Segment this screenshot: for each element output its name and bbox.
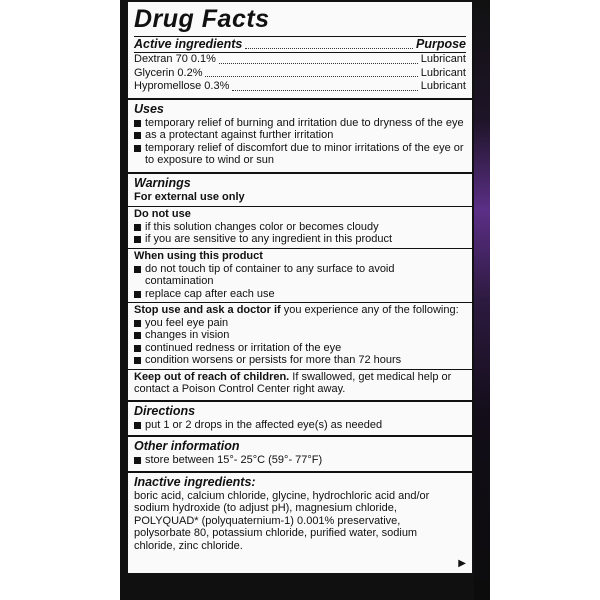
warnings-heading: Warnings (134, 175, 191, 190)
list-item: put 1 or 2 drops in the affected eye(s) as needed (134, 419, 466, 434)
square-bullet-icon (134, 224, 141, 231)
square-bullet-icon (134, 345, 141, 352)
list-item: temporary relief of discomfort due to minor irritations of the eye or to exposure to wind or sun (134, 142, 466, 170)
other-information-section (128, 435, 472, 471)
square-bullet-icon (134, 266, 141, 273)
list-item: you feel eye pain (134, 317, 466, 330)
do-not-use-heading: Do not use (134, 207, 191, 220)
continue-arrow-icon: ▶ (458, 558, 466, 569)
list-item: store between 15°- 25°C (59°- 77°F) (134, 454, 466, 469)
square-bullet-icon (134, 120, 141, 127)
ingredient-name: Hypromellose 0.3% (134, 80, 230, 92)
square-bullet-icon (134, 457, 141, 464)
uses-section (128, 98, 472, 172)
ingredient-purpose: Lubricant (420, 80, 466, 92)
square-bullet-icon (134, 422, 141, 429)
when-using-heading: When using this product (134, 249, 263, 262)
active-row (134, 67, 466, 81)
inactive-ingredients-text: boric acid, calcium chloride, glycine, hydrochloric acid and/or sodium hydroxide (to adjust pH), magnesium chloride, POLYQUAD* (polyquaternium-1) 0.001% preservative, polysorbate 80, potassium chloride, purified water, sodium chloride, zinc chloride. (134, 489, 430, 552)
active-ingredients-heading: Active ingredients (134, 37, 243, 51)
do-not-use-subsection (128, 206, 472, 246)
dot-leader (205, 75, 417, 77)
keep-out-of-reach-text: Keep out of reach of children. If swallowed, get medical help or contact a Poison Control Center right away. (134, 370, 452, 395)
children-subsection (128, 369, 472, 398)
title-section (128, 2, 472, 98)
square-bullet-icon (134, 357, 141, 364)
list-item: changes in vision (134, 329, 466, 342)
when-using-subsection (128, 248, 472, 301)
list-item: temporary relief of burning and irritation due to dryness of the eye (134, 117, 466, 130)
list-item: if this solution changes color or becomes cloudy (134, 221, 466, 234)
stop-use-subsection (128, 302, 472, 367)
drug-facts-label (126, 0, 474, 575)
other-information-heading: Other information (134, 439, 240, 453)
list-item: replace cap after each use (134, 288, 466, 301)
dot-leader (232, 89, 417, 91)
inactive-ingredients-heading: Inactive ingredients: (134, 474, 256, 489)
active-row (134, 53, 466, 67)
ingredient-purpose: Lubricant (420, 53, 466, 65)
dot-leader (245, 47, 413, 49)
page-title: Drug Facts (134, 5, 270, 33)
external-use-text: For external use only (134, 190, 245, 203)
ingredient-purpose: Lubricant (420, 66, 466, 79)
list-item: do not touch tip of container to any surface to avoid contamination (134, 263, 466, 288)
warnings-section (128, 172, 472, 400)
package-purple-strip (474, 0, 490, 600)
ingredient-name: Dextran 70 0.1% (134, 53, 216, 65)
square-bullet-icon (134, 291, 141, 298)
inactive-ingredients-section (128, 471, 472, 555)
square-bullet-icon (134, 145, 141, 152)
list-item: continued redness or irritation of the eye (134, 342, 466, 355)
dot-leader (219, 62, 418, 64)
ingredient-name: Glycerin 0.2% (134, 66, 203, 79)
square-bullet-icon (134, 332, 141, 339)
directions-section (128, 400, 472, 436)
purpose-heading: Purpose (415, 37, 466, 51)
directions-heading: Directions (134, 403, 196, 418)
square-bullet-icon (134, 132, 141, 139)
list-item: condition worsens or persists for more than 72 hours (134, 354, 466, 367)
stop-use-heading: Stop use and ask a doctor if you experience any of the following: (134, 304, 459, 316)
square-bullet-icon (134, 320, 141, 327)
list-item: if you are sensitive to any ingredient in this product (134, 233, 466, 246)
square-bullet-icon (134, 236, 141, 243)
active-row (134, 80, 466, 96)
active-header-row (134, 37, 466, 52)
uses-heading: Uses (134, 101, 164, 116)
list-item: as a protectant against further irritation (134, 129, 466, 142)
